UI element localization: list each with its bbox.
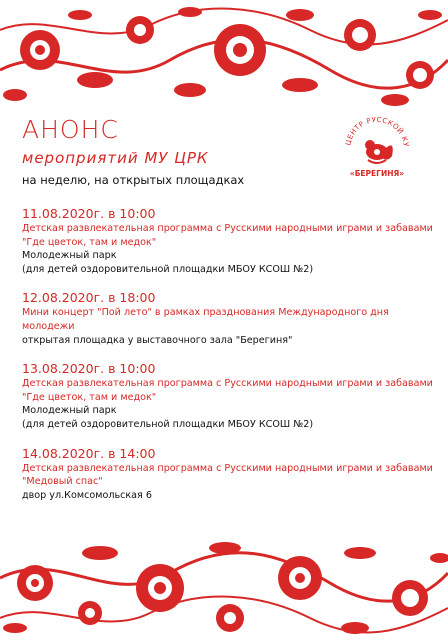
event-description: "Где цветок, там и медок" xyxy=(22,391,157,403)
event-date: 13.08.2020г. в 10:00 xyxy=(22,361,156,377)
event-item xyxy=(22,360,442,431)
event-description: Детская развлекательная программа с Русскими народными играми и забавами xyxy=(22,378,433,390)
event-place: двор ул.Комсомольская 6 xyxy=(22,489,152,501)
top-floral-ornament xyxy=(0,0,448,118)
event-date: 14.08.2020г. в 14:00 xyxy=(22,445,156,461)
event-description: Детская развлекательная программа с Русскими народными играми и забавами xyxy=(22,462,433,474)
event-description: Детская развлекательная программа с Русскими народными играми и забавами xyxy=(22,223,433,234)
logo-arc-text: ЦЕНТР РУССКОЙ КУ xyxy=(344,115,410,148)
event-item xyxy=(22,445,442,503)
logo-name: «БЕРЕГИНЯ» xyxy=(349,169,405,178)
svg-text:ЦЕНТР РУССКОЙ КУЛЬТУРЫ xyxy=(340,112,410,148)
event-place: Молодежный парк xyxy=(22,250,117,262)
event-place: Молодежный парк xyxy=(22,405,117,417)
event-date: 11.08.2020г. в 10:00 xyxy=(22,206,156,221)
events-list xyxy=(22,205,442,515)
event-item xyxy=(22,289,442,347)
event-description: Мини концерт "Пой лето" в рамках празднования Международного дня xyxy=(22,307,389,319)
event-place: открытая площадка у выставочного зала "Берегиня" xyxy=(22,334,293,346)
page-title: АНОНС xyxy=(22,115,119,144)
event-description: "Медовый спас" xyxy=(22,476,103,488)
bird-icon xyxy=(365,140,393,163)
event-description: молодежи xyxy=(22,320,75,332)
page-tagline: на неделю, на открытых площадках xyxy=(22,173,245,187)
header xyxy=(22,116,322,188)
event-place: (для детей оздоровительной площадки МБОУ КСОШ №2) xyxy=(22,418,314,430)
event-item xyxy=(22,205,442,276)
event-place: (для детей оздоровительной площадки МБОУ КСОШ №2) xyxy=(22,263,314,275)
event-date: 12.08.2020г. в 18:00 xyxy=(22,290,156,306)
bereginya-logo xyxy=(340,112,414,186)
bottom-floral-ornament xyxy=(0,528,448,640)
page-subtitle: мероприятий МУ ЦРК xyxy=(22,149,209,167)
event-description: "Где цветок, там и медок" xyxy=(22,236,157,248)
